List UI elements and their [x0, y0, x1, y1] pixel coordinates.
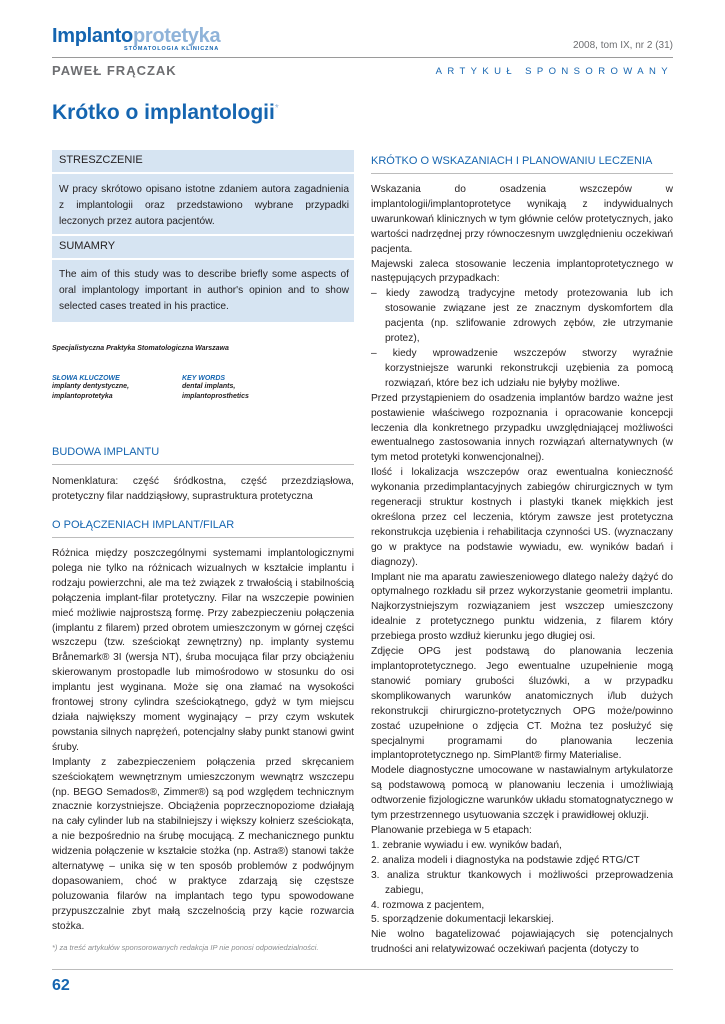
section-text-budowa [52, 475, 354, 505]
page-number: 62 [52, 977, 70, 994]
abstract-en-text: The aim of this study was to describe briefly some aspects of oral implantology important in author's opinion and to show selected cases treated in his practice. [59, 269, 349, 312]
abstract-divider [52, 258, 354, 260]
article-type-label: ARTYKUŁ SPONSOROWANY [435, 66, 673, 77]
institution: Specjalistyczna Praktyka Stomatologiczna Warszawa [52, 345, 229, 352]
footnote: *) za treść artykułów sponsorowanych redakcja IP nie ponosi odpowiedzialności. [52, 943, 319, 952]
section-heading-wskazania: KRÓTKO O WSKAZANIACH I PLANOWANIU LECZENIA [371, 155, 653, 167]
paragraph: Majewski zaleca stosowanie leczenia implantoprotetycznego w następujących przypadkach: [371, 258, 673, 285]
paragraph: Ilość i lokalizacja wszczepów oraz ewentualna konieczność wykonania przedimplantacyjnych zabiegów chirurgicznych w tym regeneracji struktur kostnych i plastyki tkanek miękkich jest określona przez cel leczenia, którym zawsze jest protetyczna rekonstrukcja uzębienia i rehabilitacja czynności US. (wyznaczany go w praktyce na podstawie wywiadu, ew. wyników badań i diagnozy). [371, 467, 673, 568]
paragraph: Implant nie ma aparatu zawieszeniowego dlatego należy dążyć do optymalnego rozkładu sił przez wykorzystanie geometrii implantu. Najkorzystniejszym rozwiązaniem jest wszczep umieszczony idealnie z protetycznego punktu widzenia, z filarem który przebiega prosto wzdłuż kierunku jego długiej osi. [371, 571, 673, 643]
author-name: PAWEŁ FRĄCZAK [52, 63, 177, 78]
article-title [52, 101, 279, 125]
keywords-en [182, 375, 302, 402]
title-text: Krótko o implantologii [52, 101, 275, 124]
title-footnote-mark: * [274, 103, 279, 114]
issue-info: 2008, tom IX, nr 2 (31) [572, 40, 673, 51]
keywords-en-heading: KEY WORDS [182, 375, 226, 382]
list-item: 3. analiza struktur tkankowych i możliwości przeprowadzenia zabiegu, [371, 869, 673, 896]
list-item: 5. sporządzenie dokumentacji lekarskiej. [371, 914, 554, 926]
section-text-wskazania [371, 183, 673, 958]
abstract-box [52, 150, 354, 322]
abstract-en-heading: SUMAMRY [59, 240, 116, 252]
footer-divider [52, 969, 673, 970]
paragraph: Planowanie przebiega w 5 etapach: [371, 824, 532, 836]
keywords-en-line: dental implants, [182, 383, 236, 390]
keywords-pl-heading: SŁOWA KLUCZOWE [52, 375, 120, 382]
section-divider [371, 173, 673, 174]
abstract-divider [52, 234, 354, 236]
keywords-pl-line: implantoprotetyka [52, 393, 113, 400]
paragraph: Implanty z zabezpieczeniem połączenia przed skręcaniem sześciokątem wewnętrznym umieszczonym wewnątrz wszczepu (np. BEGO Semados®, Zimmer®) są pod względem technicznym znacznie korzystniejsze. Obciążenia poprzecznopoziome działają na cały cylinder lub na stabilniejszy i większy kołnierz sześciokąta, a nie bezpośrednio na śrubę mocującą. Z mechanicznego punktu widzenia połączenie w kształcie stożka (np. Astra®) stanowi także alternatywę – unika się w ten sposób problemów z podwójnym dopasowaniem, choć w praktyce zdarzają się częstsze poluzowania filarów na implantach tego typu spowodowane przypuszczalnie zbyt małą szczelnością przy kącie rozwarcia stożka. [52, 756, 354, 932]
keywords-pl-line: implanty dentystyczne, [52, 383, 130, 390]
list-item: 2. analiza modeli i diagnostyka na podstawie zdjęć RTG/CT [371, 854, 640, 866]
section-heading-polaczenia: O POŁĄCZENIACH IMPLANT/FILAR [52, 519, 235, 531]
list-item: 1. zebranie wywiadu i ew. wyników badań, [371, 839, 562, 851]
paragraph: Nie wolno bagatelizować pojawiających się potencjalnych trudności ani relatywizować oczekiwań pacjenta (dotyczy to [371, 929, 673, 956]
paragraph: Zdjęcie OPG jest podstawą do planowania leczenia implantoprotetycznego. Jego ewentualne uzupełnienie mogą stanowić pomiary grubości śluzówki, a w przypadku skomplikowanych warunków anatomicznych i/lub dużych rekonstrukcji chirurgiczno-protetycznych OPG może/powinno zostać uzupełnione o zdjęcia CT. Można tez posłużyć się specjalnymi programami do planowania leczenia implantoprotetycznego np. SimPlant® firmy Materialise. [371, 646, 673, 762]
paragraph: Modele diagnostyczne umocowane w nastawialnym artykulatorze są podstawową pomocą w planowaniu leczenia i umożliwiają odtworzenie fizjologiczne warunków układu stomatognatycznego w tym przestrzennego usytuowania szczęk i prawidłowej okluzji. [371, 765, 673, 822]
section-divider [52, 537, 354, 538]
section-text-polaczenia [52, 547, 354, 935]
paragraph: Wskazania do osadzenia wszczepów w implantologii/implantoprotetyce wynikają z indywidualnych uwarunkowań klinicznych w tym głównie celów protetycznych, jako wartości nadrzędnej przy równoczesnym uwzględnieniu oczekiwań pacjenta. [371, 184, 673, 255]
paragraph: Przed przystąpieniem do osadzenia implantów bardzo ważne jest postawienie właściwego rozpoznania i opracowanie koncepcji leczenia dla konkretnego przypadku uwzględniającej możliwości ewentualnego zastosowania innych rozwiązań alternatywnych (w tym metod protetyki konwencjonalnej). [371, 392, 673, 464]
paragraph: Różnica między poszczególnymi systemami implantologicznymi polega nie tylko na różnicach wizualnych w kształcie implantu i rodzaju powierzchni, ale ma też związek z trwałością i stabilnością połączenia implant-filar protetyczny. Filar na wszczepie powinien mieć możliwie najprostszą formę. Przy zabezpieczeniu połączenia (implantu z filarem) przed obrotem umieszczonym w górnej części wszczepu (tzw. sześciokąt zewnętrzny) np. implanty systemu Brånemark® 3I (wersja NT), śruba mocująca filar przy obciążeniu skierowanym prostopadle lub mimośrodowo w stosunku do osi implantu jest wyginana. Może się ona złamać na wysokości frontowej strony cylindra sześciokątnego, gdyż w tym miejscu działa największy moment wyginający – przy czym wskutek powstania silnych naprężeń, potencjalny słaby punkt stanowi gwint śruby. [52, 548, 354, 753]
section-divider [52, 464, 354, 465]
keywords-pl [52, 375, 172, 402]
section-heading-budowa: BUDOWA IMPLANTU [52, 446, 160, 458]
logo-second: protetyka [132, 25, 221, 47]
list-item: 4. rozmowa z pacjentem, [371, 899, 485, 911]
abstract-pl-text: W pracy skrótowo opisano istotne zdaniem autora zagadnienia z implantologii oraz przedstawiono wybrane przypadki leczonych przez autora pacjentów. [59, 184, 349, 227]
list-item: – kiedy zawodzą tradycyjne metody protezowania lub ich stosowanie związane jest ze znacznym dyskomfortem dla pacjenta (np. szlifowanie zdrowych zębów, złe utrzymanie protez), [371, 288, 673, 345]
list-item: – kiedy wprowadzenie wszczepów stworzy wyraźnie korzystniejsze warunki rekonstrukcji uzębienia za pomocą rozwiązań, które bez ich udziału nie byłyby możliwe. [371, 347, 673, 389]
paragraph: Nomenklatura: część śródkostna, część przezdziąsłowa, protetyczny filar naddziąsłowy, suprastruktura protetyczna [52, 476, 354, 502]
logo-main: Implanto [52, 25, 133, 47]
header-divider [52, 57, 673, 58]
abstract-pl-heading: STRESZCZENIE [59, 154, 143, 166]
journal-logo [52, 26, 252, 58]
keywords-en-line: implantoprosthetics [182, 393, 249, 400]
abstract-divider [52, 172, 354, 174]
logo-subtitle: STOMATOLOGIA KLINICZNA [124, 46, 220, 52]
